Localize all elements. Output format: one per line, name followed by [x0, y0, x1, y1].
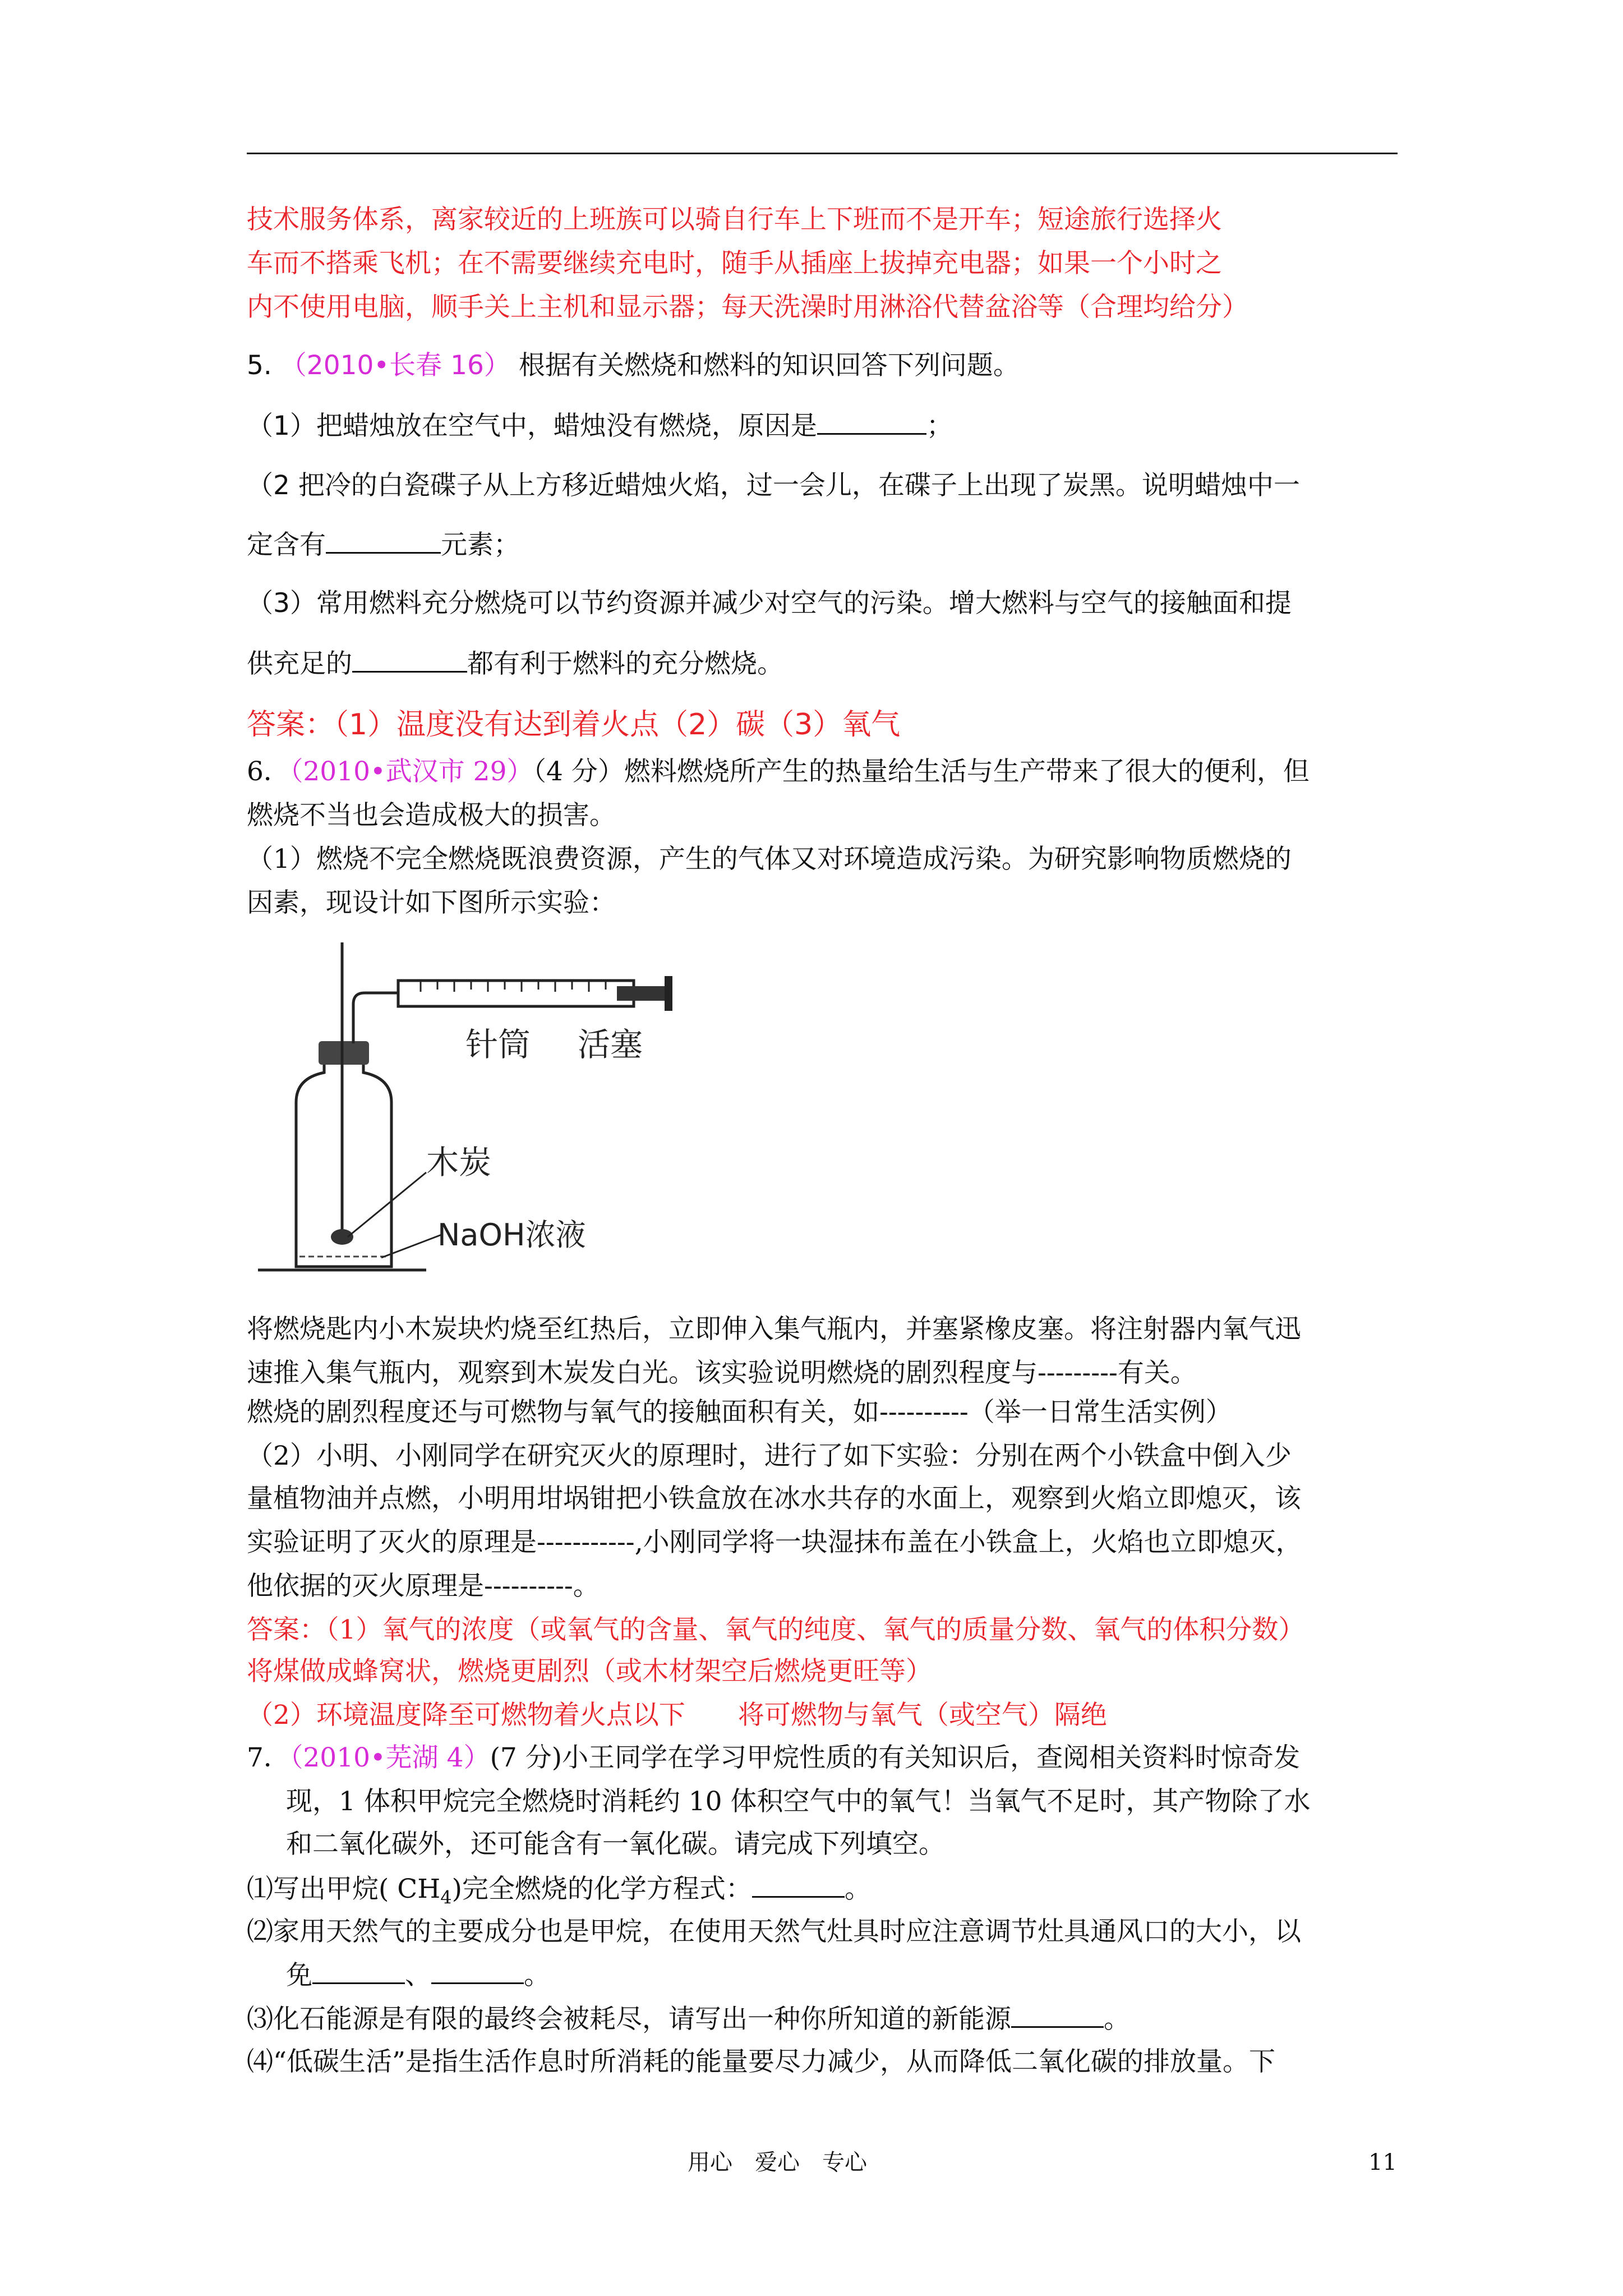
q7-part-1: ⑴写出甲烷( $CH_4$)完全燃烧的化学方程式： 。: [247, 1871, 871, 1914]
q6-text-2: 速推入集气瓶内，观察到木炭发白光。该实验说明燃烧的剧烈程度与---------有关。: [247, 1358, 1197, 1388]
q6-text-3: 燃烧的剧烈程度还与可燃物与氧气的接触面积有关，如----------（举一日常生活实例）: [247, 1397, 1232, 1428]
prev-answer-line-3: 内不使用电脑，顺手关上主机和显示器；每天洗澡时用淋浴代替盆浴等（合理均给分）: [247, 292, 1248, 323]
footer-motto: 用心 爱心 专心: [688, 2150, 867, 2175]
q7-stem-1: (7 分)小王同学在学习甲烷性质的有关知识后，查阅相关资料时惊奇发: [490, 1742, 1301, 1773]
answer-blank: [326, 527, 441, 554]
q5-part-3-line-1: （3）常用燃料充分燃烧可以节约资源并减少对空气的污染。增大燃料与空气的接触面和提: [247, 588, 1292, 619]
q6-answer-2: 将煤做成蜂窝状，燃烧更剧烈（或木材架空后燃烧更旺等）: [247, 1656, 932, 1687]
q6-part-1-line-2: 因素，现设计如下图所示实验：: [247, 887, 616, 918]
answer-blank: [312, 1958, 405, 1984]
label-plunger: 活塞: [578, 1025, 643, 1064]
prev-answer-line-2: 车而不搭乘飞机；在不需要继续充电时，随手从插座上拔掉充电器；如果一个小时之: [247, 248, 1222, 279]
q5-stem: 根据有关燃烧和燃料的知识回答下列问题。: [518, 350, 1020, 381]
q5-part-2-line-2: 定含有 元素；: [247, 527, 520, 562]
q7-heading: [247, 1741, 1300, 1775]
answer-blank: [1011, 2001, 1104, 2028]
q5-heading: [247, 349, 1020, 383]
q6-text-6: 实验证明了灭火的原理是-----------,小刚同学将一块湿抹布盖在小铁盒上，火焰也立即熄灭，: [247, 1527, 1302, 1558]
q7-part-2-line-1: ⑵家用天然气的主要成分也是甲烷，在使用天然气灶具时应注意调节灶具通风口的大小，以: [247, 1916, 1301, 1947]
header-rule: [247, 153, 1398, 154]
q7-part-3: ⑶化石能源是有限的最终会被耗尽，请写出一种你所知道的新能源 。: [247, 2001, 1130, 2036]
experiment-apparatus-figure: [258, 931, 695, 1285]
q5-answer: 答案：（1）温度没有达到着火点（2）碳（3）氧气: [247, 708, 901, 742]
q6-text-7: 他依据的灭火原理是----------。: [247, 1571, 600, 1602]
rubber-stopper: [319, 1041, 369, 1065]
charcoal-leader: [348, 1172, 426, 1237]
q6-source: （2010•武汉市 29）: [289, 756, 533, 787]
answer-blank: [352, 646, 467, 673]
label-naoh-solution: NaOH浓液: [437, 1217, 586, 1253]
q5-part-1: （1）把蜡烛放在空气中，蜡烛没有燃烧，原因是 ；: [247, 408, 953, 443]
q7-stem-3: 和二氧化碳外，还可能含有一氧化碳。请完成下列填空。: [286, 1829, 945, 1860]
q6-answer-3: （2）环境温度降至可燃物着火点以下 将可燃物与氧气（或空气）隔绝: [247, 1700, 1107, 1731]
q5-part-2-line-1: （2 把冷的白瓷碟子从上方移近蜡烛火焰，过一会儿，在碟子上出现了炭黑。说明蜡烛中一: [247, 470, 1300, 501]
connecting-tube: [353, 993, 398, 1043]
q7-source: （2010•芜湖 4）: [289, 1742, 490, 1773]
answer-blank: [817, 408, 926, 435]
q6-answer-1: 答案：（1）氧气的浓度（或氧气的含量、氧气的纯度、氧气的质量分数、氧气的体积分数）: [247, 1614, 1305, 1645]
plunger-handle: [665, 976, 672, 1011]
q7-part-4: ⑷“低碳生活”是指生活作息时所消耗的能量要尽力减少，从而降低二氧化碳的排放量。下: [247, 2046, 1276, 2077]
q6-stem-2: 燃烧不当也会造成极大的损害。: [247, 800, 616, 831]
q6-text-1: 将燃烧匙内小木炭块灼烧至红热后，立即伸入集气瓶内，并塞紧橡皮塞。将注射器内氧气迅: [247, 1314, 1301, 1345]
q6-number: 6．: [247, 756, 290, 787]
q6-heading: [247, 755, 1310, 789]
q5-part-3-line-2: 供充足的 都有利于燃料的充分燃烧。: [247, 646, 783, 681]
syringe-plunger: [617, 986, 667, 1001]
syringe-scale: [421, 981, 606, 992]
answer-blank: [752, 1871, 845, 1898]
q6-stem-1: （4 分）燃料燃烧所产生的热量给生活与生产带来了很大的便利，但: [533, 756, 1310, 787]
q7-stem-2: 现，1 体积甲烷完全燃烧时消耗约 10 体积空气中的氧气！当氧气不足时，其产物除了水: [286, 1786, 1311, 1817]
q6-text-4: （2）小明、小刚同学在研究灭火的原理时，进行了如下实验：分别在两个小铁盒中倒入少: [247, 1441, 1292, 1471]
q5-number: 5.: [247, 350, 272, 381]
q7-part-2-line-2: 免 、 。: [286, 1958, 550, 1993]
q7-number: 7．: [247, 1742, 290, 1773]
charcoal-piece: [331, 1229, 353, 1245]
label-syringe: 针筒: [465, 1025, 531, 1064]
answer-blank: [431, 1958, 524, 1984]
q6-text-5: 量植物油并点燃，小明用坩埚钳把小铁盒放在冰水共存的水面上，观察到火焰立即熄灭，该: [247, 1483, 1301, 1514]
page-number: 11: [1368, 2150, 1397, 2175]
q5-source: （2010•长春 16）: [280, 350, 510, 381]
q6-part-1-line-1: （1）燃烧不完全燃烧既浪费资源，产生的气体又对环境造成污染。为研究影响物质燃烧的: [247, 844, 1292, 875]
syringe-barrel: [398, 981, 634, 1006]
label-charcoal: 木炭: [426, 1143, 492, 1181]
prev-answer-line-1: 技术服务体系，离家较近的上班族可以骑自行车上下班而不是开车；短途旅行选择火: [247, 204, 1222, 235]
